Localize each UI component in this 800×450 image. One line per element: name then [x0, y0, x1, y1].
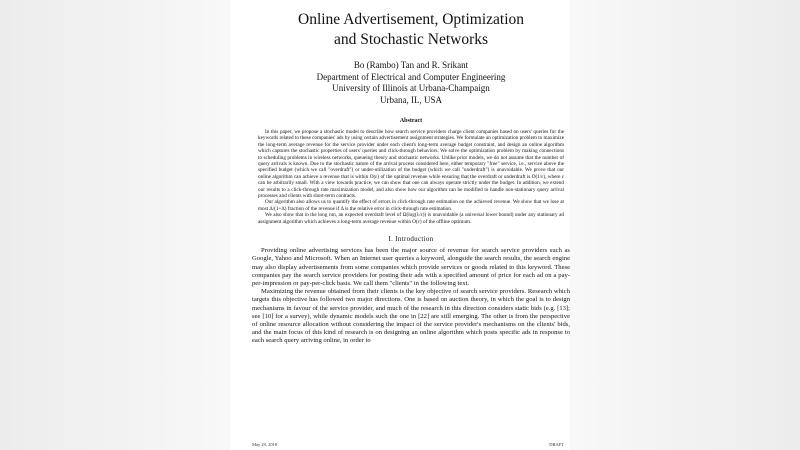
abstract-heading: Abstract — [399, 118, 423, 124]
abstract-paragraph-3: We also show that in the long run, an expected overdraft level of Ω(log(1/ε)) is unavoidable (a universal lower bound) under any stationary ad assignment algorithm which achieves a long-term average revenue within O(ε) of the offline optimum. — [258, 212, 564, 225]
right-margin — [570, 0, 800, 450]
page-content — [252, 0, 570, 346]
abstract-paragraph-2: Our algorithm also allows us to quantify the effect of errors in click-through rate estimation on the achieved revenue. We show that we lose at most Δ/(1+Δ) fraction of the revenue if Δ is the relative error in click-through rate estimation. — [258, 199, 564, 212]
footer-draft: DRAFT — [549, 442, 564, 447]
location: Urbana, IL, USA — [380, 94, 442, 105]
body-text — [252, 247, 570, 345]
author-block — [252, 60, 570, 106]
abstract — [258, 129, 564, 225]
footer-date: May 29, 2018 — [252, 442, 278, 447]
page-footer — [252, 442, 564, 447]
paper-title — [252, 10, 570, 50]
abstract-paragraph-1: In this paper, we propose a stochastic model to describe how search service providers charge client companies based on users' queries for the keywords related to these companies' ads by using certain advertisement assignment strategies. We formulate an optimization problem to maximize the long-term average revenue for the service provider under each client's long-term average budget constraint, and design an online algorithm which captures the stochastic properties of users' queries and click-through behaviors. We solve the optimization problem by making connections to scheduling problems in wireless networks, queueing theory and stochastic networks. Unlike prior models, we do not assume that the number of query arrivals is known. Due to the stochastic nature of the arrival process considered here, either temporary "free" service, i.e., service above the specified budget (which we call "overdraft") or under-utilization of the budget (which we call "underdraft") is unavoidable. We prove that our online algorithm can achieve a revenue that is within O(ε) of the optimal revenue while ensuring that the overdraft or underdraft is O(1/ε), where ε can be arbitrarily small. With a view towards practice, we can show that one can always operate strictly under the budget. In addition, we extend our results to a click-through rate maximization model, and also show how our algorithm can be modified to handle non-stationary query arrival processes and clients with short-term contracts. — [258, 129, 564, 200]
department: Department of Electrical and Computer Engineering — [316, 71, 506, 82]
body-paragraph-1: Providing online advertising services has been the major source of revenue for search service providers such as Google, Yahoo and Microsoft. When an Internet user queries a keyword, alongside the search results, the search engine may also display advertisements from some companies which provide services or goods related to this keyword. These companies pay the search service providers for posting their ads with a specified amount of price for each ad on a pay-per-impression or pay-per-click basis. We call them "clients" in the following text. — [252, 247, 570, 287]
title-line-2: and Stochastic Networks — [333, 31, 489, 48]
body-paragraph-2: Maximizing the revenue obtained from their clients is the key objective of search service providers. Research which targets this objective has followed two major directions. One is based on auction theory, in which the goal is to design mechanisms in favour of the service provider, and much of the research in this direction considers static bids (e.g. [13]; see [10] for a survey), while dynamic models such the one in [22] are still emerging. The other is from the perspective of online resource allocation without considering the impact of the service provider's mechanisms on the clients' bids, and the main focus of this kind of research is on designing an online algorithm which posts specific ads in response to each search query arriving online, in order to — [252, 288, 570, 345]
authors: Bo (Rambo) Tan and R. Srikant — [353, 60, 469, 70]
title-line-1: Online Advertisement, Optimization — [298, 11, 524, 28]
left-margin — [0, 0, 230, 450]
paper-page — [230, 0, 570, 450]
section-heading: I. Introduction — [388, 235, 434, 244]
university: University of Illinois at Urbana-Champaign — [332, 83, 490, 93]
